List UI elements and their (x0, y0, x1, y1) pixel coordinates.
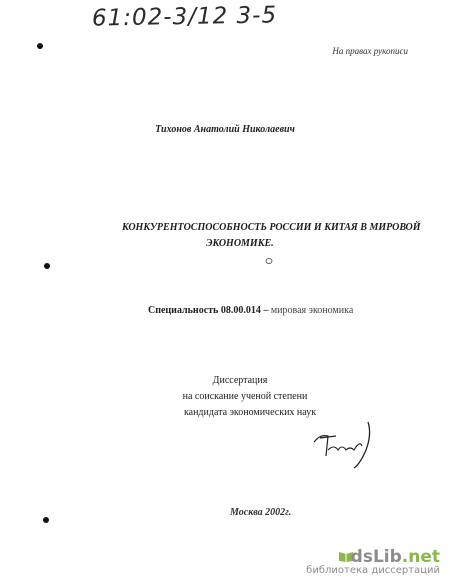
signature-icon (310, 420, 380, 470)
scan-speck (44, 263, 50, 269)
small-circle-mark (264, 257, 274, 265)
specialty-field: мировая экономика (270, 305, 354, 316)
dissertation-title-line-2: ЭКОНОМИКЕ. (206, 238, 274, 249)
degree-line-2: на соискание ученой степени (182, 391, 308, 402)
specialty-label: Специальность 08.00.014 – (148, 305, 269, 316)
city-year: Москва 2002г. (230, 507, 292, 518)
degree-statement (0, 373, 450, 421)
rights-note: На правах рукописи (332, 46, 408, 56)
degree-line-3: кандидата экономических наук (183, 407, 317, 418)
scan-speck (37, 43, 43, 49)
scan-speck (43, 517, 49, 523)
author-name: Тихонов Анатолий Николаевич (155, 124, 295, 135)
handwritten-catalog-code: 61:02-3/12 3-5 (91, 2, 278, 32)
watermark-tagline: библиотека диссертаций (306, 565, 440, 576)
degree-line-1: Диссертация (212, 375, 268, 386)
watermark-site-name: dsLib.net (350, 547, 440, 567)
specialty-line (148, 305, 353, 316)
watermark (306, 547, 440, 576)
dissertation-title-line-1: КОНКУРЕНТОСПОСОБНОСТЬ РОССИИ И КИТАЯ В МИРОВОЙ (122, 222, 421, 233)
